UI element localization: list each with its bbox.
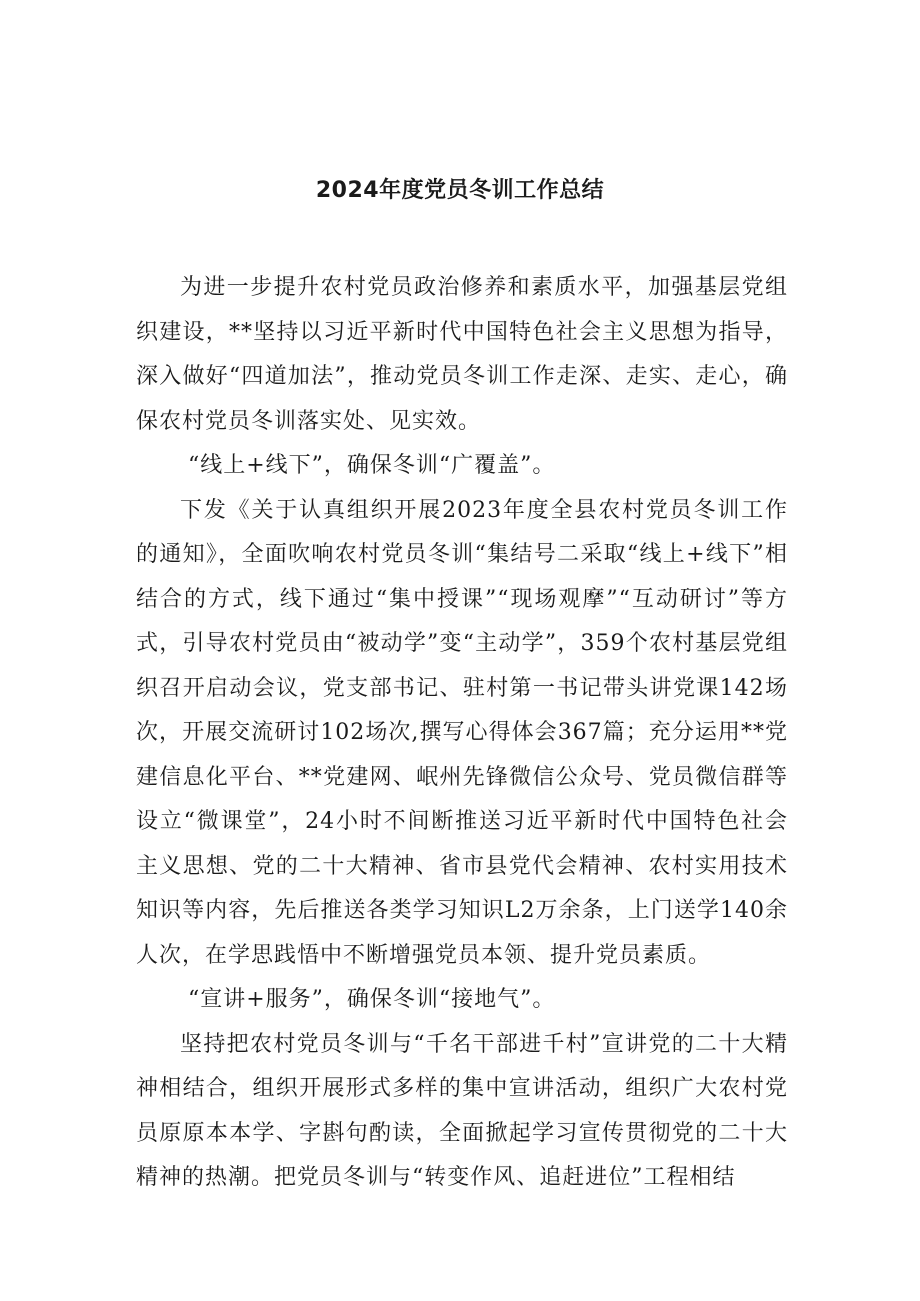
document-title: 2024年度党员冬训工作总结 bbox=[315, 178, 605, 203]
paragraph-intro: 为进一步提升农村党员政治修养和素质水平，加强基层党组织建设，**坚持以习近平新时代中国特色社会主义思想为指导，深入做好“四道加法”，推动党员冬训工作走深、走实、走心，确保农村党员冬训落实处、见实效。 bbox=[136, 275, 788, 434]
section-heading-lecture-service: “宣讲+服务”，确保冬训“接地气”。 bbox=[188, 987, 556, 1012]
document-body bbox=[136, 266, 788, 1201]
section-heading-online-offline: “线上+线下”，确保冬训“广覆盖”。 bbox=[188, 453, 556, 478]
paragraph-lecture-service: 坚持把农村党员冬训与“千名干部进千村”宣讲党的二十大精神相结合，组织开展形式多样的集中宣讲活动，组织广大农村党员原原本本学、字斟句酌读，全面掀起学习宣传贯彻党的二十大精神的热潮。把党员冬训与“转变作风、追赶进位”工程相结 bbox=[136, 1031, 788, 1190]
paragraph-online-offline: 下发《关于认真组织开展2023年度全县农村党员冬训工作的通知》，全面吹响农村党员冬训“集结号二采取“线上+线下”相结合的方式，线下通过“集中授课”“现场观摩”“互动研讨”等方式，引导农村党员由“被动学”变“主动学”，359个农村基层党组织召开启动会议，党支部书记、驻村第一书记带头讲党课142场次，开展交流研讨102场次,撰写心得体会367篇；充分运用**党建信息化平台、**党建网、岷州先锋微信公众号、党员微信群等设立“微课堂”，24小时不间断推送习近平新时代中国特色社会主义思想、党的二十大精神、省市县党代会精神、农村实用技术知识等内容，先后推送各类学习知识L2万余条，上门送学140余人次，在学思践悟中不断增强党员本领、提升党员素质。 bbox=[136, 497, 788, 968]
